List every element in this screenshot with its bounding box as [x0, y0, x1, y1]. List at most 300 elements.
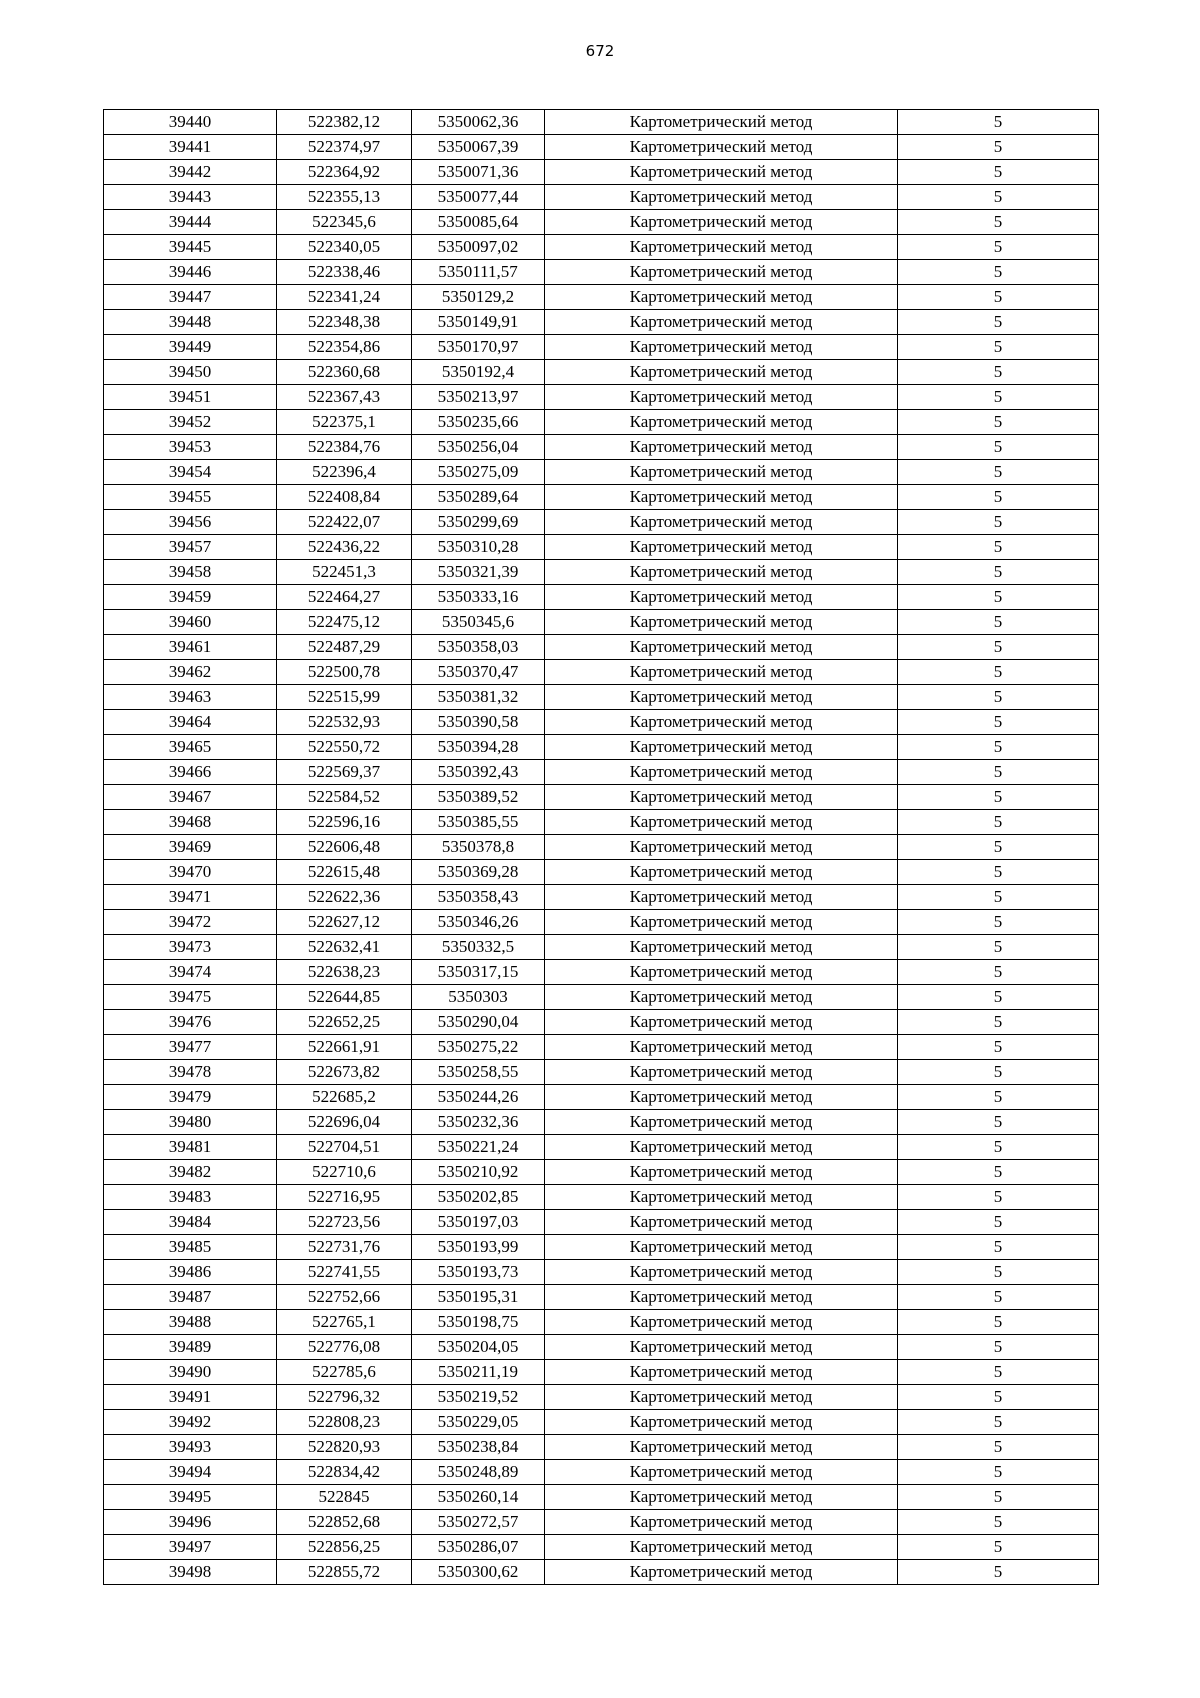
y-coordinate-cell: 5350385,55 [412, 810, 545, 835]
method-cell: Картометрический метод [545, 410, 898, 435]
accuracy-cell: 5 [898, 910, 1099, 935]
x-coordinate-cell: 522367,43 [277, 385, 412, 410]
y-coordinate-cell: 5350345,6 [412, 610, 545, 635]
accuracy-cell: 5 [898, 1235, 1099, 1260]
accuracy-cell: 5 [898, 310, 1099, 335]
y-coordinate-cell: 5350392,43 [412, 760, 545, 785]
table-row [104, 1110, 1099, 1135]
method-cell: Картометрический метод [545, 1210, 898, 1235]
method-cell: Картометрический метод [545, 310, 898, 335]
y-coordinate-cell: 5350289,64 [412, 485, 545, 510]
point-number-cell: 39460 [104, 610, 277, 635]
table-row [104, 985, 1099, 1010]
point-number-cell: 39466 [104, 760, 277, 785]
y-coordinate-cell: 5350202,85 [412, 1185, 545, 1210]
accuracy-cell: 5 [898, 660, 1099, 685]
accuracy-cell: 5 [898, 1410, 1099, 1435]
accuracy-cell: 5 [898, 735, 1099, 760]
y-coordinate-cell: 5350067,39 [412, 135, 545, 160]
table-row [104, 485, 1099, 510]
table-row [104, 1360, 1099, 1385]
y-coordinate-cell: 5350062,36 [412, 110, 545, 135]
x-coordinate-cell: 522661,91 [277, 1035, 412, 1060]
method-cell: Картометрический метод [545, 1460, 898, 1485]
x-coordinate-cell: 522820,93 [277, 1435, 412, 1460]
y-coordinate-cell: 5350244,26 [412, 1085, 545, 1110]
point-number-cell: 39478 [104, 1060, 277, 1085]
point-number-cell: 39481 [104, 1135, 277, 1160]
table-row [104, 935, 1099, 960]
x-coordinate-cell: 522532,93 [277, 710, 412, 735]
point-number-cell: 39480 [104, 1110, 277, 1135]
accuracy-cell: 5 [898, 185, 1099, 210]
table-row [104, 435, 1099, 460]
table-row [104, 1435, 1099, 1460]
method-cell: Картометрический метод [545, 1285, 898, 1310]
x-coordinate-cell: 522632,41 [277, 935, 412, 960]
y-coordinate-cell: 5350210,92 [412, 1160, 545, 1185]
point-number-cell: 39454 [104, 460, 277, 485]
accuracy-cell: 5 [898, 710, 1099, 735]
table-row [104, 960, 1099, 985]
point-number-cell: 39443 [104, 185, 277, 210]
accuracy-cell: 5 [898, 235, 1099, 260]
table-row [104, 785, 1099, 810]
x-coordinate-cell: 522796,32 [277, 1385, 412, 1410]
table-row [104, 1035, 1099, 1060]
point-number-cell: 39455 [104, 485, 277, 510]
y-coordinate-cell: 5350303 [412, 985, 545, 1010]
point-number-cell: 39471 [104, 885, 277, 910]
point-number-cell: 39477 [104, 1035, 277, 1060]
point-number-cell: 39489 [104, 1335, 277, 1360]
accuracy-cell: 5 [898, 260, 1099, 285]
y-coordinate-cell: 5350317,15 [412, 960, 545, 985]
point-number-cell: 39468 [104, 810, 277, 835]
method-cell: Картометрический метод [545, 435, 898, 460]
table-row [104, 860, 1099, 885]
y-coordinate-cell: 5350219,52 [412, 1385, 545, 1410]
y-coordinate-cell: 5350389,52 [412, 785, 545, 810]
x-coordinate-cell: 522622,36 [277, 885, 412, 910]
accuracy-cell: 5 [898, 1335, 1099, 1360]
x-coordinate-cell: 522360,68 [277, 360, 412, 385]
table-row [104, 560, 1099, 585]
method-cell: Картометрический метод [545, 210, 898, 235]
point-number-cell: 39473 [104, 935, 277, 960]
x-coordinate-cell: 522627,12 [277, 910, 412, 935]
method-cell: Картометрический метод [545, 935, 898, 960]
method-cell: Картометрический метод [545, 960, 898, 985]
accuracy-cell: 5 [898, 1560, 1099, 1585]
point-number-cell: 39498 [104, 1560, 277, 1585]
y-coordinate-cell: 5350235,66 [412, 410, 545, 435]
accuracy-cell: 5 [898, 1360, 1099, 1385]
accuracy-cell: 5 [898, 1135, 1099, 1160]
method-cell: Картометрический метод [545, 1360, 898, 1385]
y-coordinate-cell: 5350198,75 [412, 1310, 545, 1335]
table-row [104, 510, 1099, 535]
method-cell: Картометрический метод [545, 235, 898, 260]
accuracy-cell: 5 [898, 985, 1099, 1010]
accuracy-cell: 5 [898, 835, 1099, 860]
table-row [104, 160, 1099, 185]
table-row [104, 1210, 1099, 1235]
x-coordinate-cell: 522652,25 [277, 1010, 412, 1035]
accuracy-cell: 5 [898, 1185, 1099, 1210]
method-cell: Картометрический метод [545, 260, 898, 285]
y-coordinate-cell: 5350332,5 [412, 935, 545, 960]
y-coordinate-cell: 5350195,31 [412, 1285, 545, 1310]
method-cell: Картометрический метод [545, 460, 898, 485]
method-cell: Картометрический метод [545, 985, 898, 1010]
x-coordinate-cell: 522408,84 [277, 485, 412, 510]
x-coordinate-cell: 522752,66 [277, 1285, 412, 1310]
accuracy-cell: 5 [898, 760, 1099, 785]
y-coordinate-cell: 5350111,57 [412, 260, 545, 285]
point-number-cell: 39445 [104, 235, 277, 260]
point-number-cell: 39484 [104, 1210, 277, 1235]
point-number-cell: 39492 [104, 1410, 277, 1435]
y-coordinate-cell: 5350358,43 [412, 885, 545, 910]
x-coordinate-cell: 522852,68 [277, 1510, 412, 1535]
point-number-cell: 39483 [104, 1185, 277, 1210]
method-cell: Картометрический метод [545, 1085, 898, 1110]
table-row [104, 1060, 1099, 1085]
point-number-cell: 39495 [104, 1485, 277, 1510]
table-row [104, 660, 1099, 685]
method-cell: Картометрический метод [545, 835, 898, 860]
y-coordinate-cell: 5350204,05 [412, 1335, 545, 1360]
x-coordinate-cell: 522374,97 [277, 135, 412, 160]
table-row [104, 1285, 1099, 1310]
accuracy-cell: 5 [898, 935, 1099, 960]
point-number-cell: 39458 [104, 560, 277, 585]
x-coordinate-cell: 522855,72 [277, 1560, 412, 1585]
point-number-cell: 39462 [104, 660, 277, 685]
x-coordinate-cell: 522710,6 [277, 1160, 412, 1185]
table-row [104, 1460, 1099, 1485]
accuracy-cell: 5 [898, 860, 1099, 885]
table-row [104, 635, 1099, 660]
accuracy-cell: 5 [898, 585, 1099, 610]
accuracy-cell: 5 [898, 1085, 1099, 1110]
y-coordinate-cell: 5350197,03 [412, 1210, 545, 1235]
table-row [104, 135, 1099, 160]
y-coordinate-cell: 5350358,03 [412, 635, 545, 660]
y-coordinate-cell: 5350369,28 [412, 860, 545, 885]
x-coordinate-cell: 522696,04 [277, 1110, 412, 1135]
y-coordinate-cell: 5350260,14 [412, 1485, 545, 1510]
table-row [104, 1235, 1099, 1260]
point-number-cell: 39488 [104, 1310, 277, 1335]
y-coordinate-cell: 5350097,02 [412, 235, 545, 260]
method-cell: Картометрический метод [545, 360, 898, 385]
point-number-cell: 39493 [104, 1435, 277, 1460]
table-row [104, 1560, 1099, 1585]
accuracy-cell: 5 [898, 785, 1099, 810]
accuracy-cell: 5 [898, 1510, 1099, 1535]
accuracy-cell: 5 [898, 460, 1099, 485]
page-number: 672 [585, 42, 615, 60]
point-number-cell: 39479 [104, 1085, 277, 1110]
point-number-cell: 39463 [104, 685, 277, 710]
table-row [104, 335, 1099, 360]
table-row [104, 735, 1099, 760]
x-coordinate-cell: 522475,12 [277, 610, 412, 635]
y-coordinate-cell: 5350390,58 [412, 710, 545, 735]
method-cell: Картометрический метод [545, 110, 898, 135]
x-coordinate-cell: 522487,29 [277, 635, 412, 660]
x-coordinate-cell: 522731,76 [277, 1235, 412, 1260]
y-coordinate-cell: 5350286,07 [412, 1535, 545, 1560]
accuracy-cell: 5 [898, 1285, 1099, 1310]
point-number-cell: 39444 [104, 210, 277, 235]
accuracy-cell: 5 [898, 610, 1099, 635]
method-cell: Картометрический метод [545, 1035, 898, 1060]
accuracy-cell: 5 [898, 1485, 1099, 1510]
method-cell: Картометрический метод [545, 610, 898, 635]
accuracy-cell: 5 [898, 110, 1099, 135]
y-coordinate-cell: 5350299,69 [412, 510, 545, 535]
x-coordinate-cell: 522615,48 [277, 860, 412, 885]
y-coordinate-cell: 5350333,16 [412, 585, 545, 610]
method-cell: Картометрический метод [545, 335, 898, 360]
table-row [104, 1185, 1099, 1210]
x-coordinate-cell: 522785,6 [277, 1360, 412, 1385]
y-coordinate-cell: 5350275,09 [412, 460, 545, 485]
accuracy-cell: 5 [898, 810, 1099, 835]
y-coordinate-cell: 5350229,05 [412, 1410, 545, 1435]
accuracy-cell: 5 [898, 160, 1099, 185]
x-coordinate-cell: 522569,37 [277, 760, 412, 785]
point-number-cell: 39497 [104, 1535, 277, 1560]
x-coordinate-cell: 522464,27 [277, 585, 412, 610]
x-coordinate-cell: 522436,22 [277, 535, 412, 560]
point-number-cell: 39485 [104, 1235, 277, 1260]
point-number-cell: 39496 [104, 1510, 277, 1535]
y-coordinate-cell: 5350248,89 [412, 1460, 545, 1485]
accuracy-cell: 5 [898, 1060, 1099, 1085]
y-coordinate-cell: 5350275,22 [412, 1035, 545, 1060]
y-coordinate-cell: 5350193,73 [412, 1260, 545, 1285]
y-coordinate-cell: 5350370,47 [412, 660, 545, 685]
x-coordinate-cell: 522765,1 [277, 1310, 412, 1335]
x-coordinate-cell: 522396,4 [277, 460, 412, 485]
method-cell: Картометрический метод [545, 535, 898, 560]
method-cell: Картометрический метод [545, 1110, 898, 1135]
table-row [104, 185, 1099, 210]
table-row [104, 460, 1099, 485]
x-coordinate-cell: 522673,82 [277, 1060, 412, 1085]
method-cell: Картометрический метод [545, 635, 898, 660]
y-coordinate-cell: 5350238,84 [412, 1435, 545, 1460]
method-cell: Картометрический метод [545, 1385, 898, 1410]
y-coordinate-cell: 5350193,99 [412, 1235, 545, 1260]
accuracy-cell: 5 [898, 210, 1099, 235]
table-row [104, 610, 1099, 635]
method-cell: Картометрический метод [545, 510, 898, 535]
x-coordinate-cell: 522776,08 [277, 1335, 412, 1360]
table-row [104, 685, 1099, 710]
method-cell: Картометрический метод [545, 810, 898, 835]
x-coordinate-cell: 522716,95 [277, 1185, 412, 1210]
x-coordinate-cell: 522341,24 [277, 285, 412, 310]
y-coordinate-cell: 5350321,39 [412, 560, 545, 585]
method-cell: Картометрический метод [545, 1260, 898, 1285]
point-number-cell: 39446 [104, 260, 277, 285]
y-coordinate-cell: 5350310,28 [412, 535, 545, 560]
y-coordinate-cell: 5350213,97 [412, 385, 545, 410]
method-cell: Картометрический метод [545, 1510, 898, 1535]
table-row [104, 235, 1099, 260]
y-coordinate-cell: 5350170,97 [412, 335, 545, 360]
table-row [104, 585, 1099, 610]
table-row [104, 710, 1099, 735]
table-row [104, 1260, 1099, 1285]
table-row [104, 1160, 1099, 1185]
table-row [104, 1135, 1099, 1160]
accuracy-cell: 5 [898, 1435, 1099, 1460]
table-row [104, 885, 1099, 910]
y-coordinate-cell: 5350381,32 [412, 685, 545, 710]
accuracy-cell: 5 [898, 1260, 1099, 1285]
y-coordinate-cell: 5350221,24 [412, 1135, 545, 1160]
point-number-cell: 39494 [104, 1460, 277, 1485]
method-cell: Картометрический метод [545, 185, 898, 210]
method-cell: Картометрический метод [545, 485, 898, 510]
y-coordinate-cell: 5350071,36 [412, 160, 545, 185]
y-coordinate-cell: 5350232,36 [412, 1110, 545, 1135]
table-row [104, 535, 1099, 560]
y-coordinate-cell: 5350394,28 [412, 735, 545, 760]
x-coordinate-cell: 522355,13 [277, 185, 412, 210]
method-cell: Картометрический метод [545, 1160, 898, 1185]
x-coordinate-cell: 522500,78 [277, 660, 412, 685]
point-number-cell: 39449 [104, 335, 277, 360]
x-coordinate-cell: 522606,48 [277, 835, 412, 860]
point-number-cell: 39464 [104, 710, 277, 735]
x-coordinate-cell: 522584,52 [277, 785, 412, 810]
point-number-cell: 39450 [104, 360, 277, 385]
x-coordinate-cell: 522384,76 [277, 435, 412, 460]
point-number-cell: 39442 [104, 160, 277, 185]
x-coordinate-cell: 522685,2 [277, 1085, 412, 1110]
method-cell: Картометрический метод [545, 885, 898, 910]
method-cell: Картометрический метод [545, 285, 898, 310]
point-number-cell: 39469 [104, 835, 277, 860]
point-number-cell: 39457 [104, 535, 277, 560]
point-number-cell: 39470 [104, 860, 277, 885]
table-row [104, 1535, 1099, 1560]
y-coordinate-cell: 5350085,64 [412, 210, 545, 235]
x-coordinate-cell: 522596,16 [277, 810, 412, 835]
y-coordinate-cell: 5350378,8 [412, 835, 545, 860]
method-cell: Картометрический метод [545, 760, 898, 785]
accuracy-cell: 5 [898, 1010, 1099, 1035]
accuracy-cell: 5 [898, 510, 1099, 535]
x-coordinate-cell: 522364,92 [277, 160, 412, 185]
point-number-cell: 39467 [104, 785, 277, 810]
point-number-cell: 39440 [104, 110, 277, 135]
table-row [104, 310, 1099, 335]
method-cell: Картометрический метод [545, 585, 898, 610]
method-cell: Картометрический метод [545, 385, 898, 410]
table-row [104, 210, 1099, 235]
accuracy-cell: 5 [898, 360, 1099, 385]
coordinates-table [103, 109, 1099, 1585]
method-cell: Картометрический метод [545, 1185, 898, 1210]
method-cell: Картометрический метод [545, 1535, 898, 1560]
accuracy-cell: 5 [898, 285, 1099, 310]
table-row [104, 910, 1099, 935]
method-cell: Картометрический метод [545, 1335, 898, 1360]
y-coordinate-cell: 5350149,91 [412, 310, 545, 335]
accuracy-cell: 5 [898, 1535, 1099, 1560]
method-cell: Картометрический метод [545, 1135, 898, 1160]
point-number-cell: 39487 [104, 1285, 277, 1310]
table-row [104, 1385, 1099, 1410]
coordinates-table-body [104, 110, 1099, 1585]
method-cell: Картометрический метод [545, 1060, 898, 1085]
accuracy-cell: 5 [898, 135, 1099, 160]
accuracy-cell: 5 [898, 435, 1099, 460]
point-number-cell: 39448 [104, 310, 277, 335]
point-number-cell: 39461 [104, 635, 277, 660]
y-coordinate-cell: 5350290,04 [412, 1010, 545, 1035]
method-cell: Картометрический метод [545, 560, 898, 585]
table-row [104, 360, 1099, 385]
point-number-cell: 39453 [104, 435, 277, 460]
accuracy-cell: 5 [898, 1210, 1099, 1235]
table-row [104, 1310, 1099, 1335]
accuracy-cell: 5 [898, 560, 1099, 585]
table-row [104, 285, 1099, 310]
accuracy-cell: 5 [898, 1310, 1099, 1335]
accuracy-cell: 5 [898, 635, 1099, 660]
accuracy-cell: 5 [898, 885, 1099, 910]
accuracy-cell: 5 [898, 485, 1099, 510]
point-number-cell: 39451 [104, 385, 277, 410]
accuracy-cell: 5 [898, 685, 1099, 710]
x-coordinate-cell: 522338,46 [277, 260, 412, 285]
method-cell: Картометрический метод [545, 860, 898, 885]
y-coordinate-cell: 5350192,4 [412, 360, 545, 385]
x-coordinate-cell: 522515,99 [277, 685, 412, 710]
x-coordinate-cell: 522638,23 [277, 960, 412, 985]
y-coordinate-cell: 5350300,62 [412, 1560, 545, 1585]
x-coordinate-cell: 522451,3 [277, 560, 412, 585]
table-row [104, 1485, 1099, 1510]
method-cell: Картометрический метод [545, 685, 898, 710]
point-number-cell: 39474 [104, 960, 277, 985]
method-cell: Картометрический метод [545, 135, 898, 160]
x-coordinate-cell: 522348,38 [277, 310, 412, 335]
table-row [104, 385, 1099, 410]
x-coordinate-cell: 522741,55 [277, 1260, 412, 1285]
point-number-cell: 39447 [104, 285, 277, 310]
y-coordinate-cell: 5350211,19 [412, 1360, 545, 1385]
table-row [104, 1335, 1099, 1360]
point-number-cell: 39490 [104, 1360, 277, 1385]
point-number-cell: 39482 [104, 1160, 277, 1185]
x-coordinate-cell: 522422,07 [277, 510, 412, 535]
table-row [104, 1510, 1099, 1535]
method-cell: Картометрический метод [545, 1485, 898, 1510]
x-coordinate-cell: 522354,86 [277, 335, 412, 360]
method-cell: Картометрический метод [545, 660, 898, 685]
accuracy-cell: 5 [898, 535, 1099, 560]
